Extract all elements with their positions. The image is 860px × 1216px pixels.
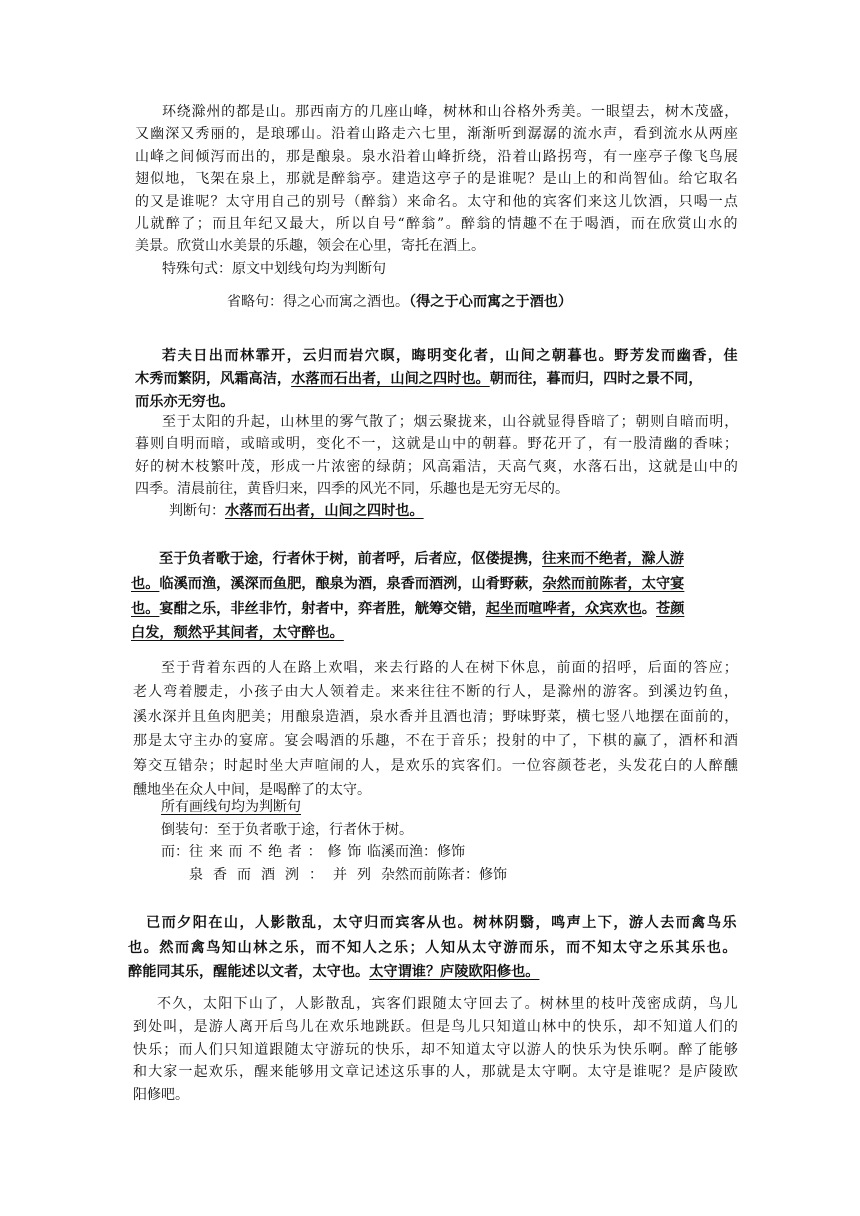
text-line: 又幽深又秀丽的，是琅琊山。沿着山路走六七里，渐渐听到潺潺的流水声，看到流水从两座 xyxy=(135,126,739,143)
text-segment: 朝而往，暮而归，四时之景不同， xyxy=(489,370,703,387)
text-line: 至于太阳的升起，山林里的雾气散了；烟云聚拢来，山谷就显得昏暗了；朝则自暗而明， xyxy=(162,414,739,430)
text-segment: 醉能同其乐，醒能述以文者，太守也。 xyxy=(128,964,370,981)
er-usage-item: 泉香而酒洌：并列 xyxy=(189,866,381,883)
text-line: 好的树木枝繁叶茂，形成一片浓密的绿荫；风高霜洁，天高气爽，水落石出，这就是山中的 xyxy=(135,458,739,475)
text-line: 暮则自明而暗，或暗或明，变化不一，这就是山中的朝暮。野花开了，有一股清幽的香味； xyxy=(135,436,739,453)
underlined-judgment-sentence: 往来而不绝者，滁人游 xyxy=(542,551,684,567)
text-line: 到处叫，是游人离开后鸟儿在欢乐地跳跃。但是鸟儿只知道山林中的快乐，却不知道人们的 xyxy=(133,1018,739,1035)
ellipsis-sentence: 省略句：得之心而寓之酒也。 xyxy=(227,294,409,310)
text-line: 若夫日出而林霏开，云归而岩穴暝，晦明变化者，山间之朝暮也。野芳发而幽香，佳 xyxy=(162,348,739,364)
er-usage-label: 而： xyxy=(161,844,189,861)
text-line: 阳修吧。 xyxy=(133,1087,189,1104)
translation-paragraph-1 xyxy=(135,101,739,280)
original-paragraph-4 xyxy=(128,911,738,985)
underlined-judgment-sentence: 也。 xyxy=(131,575,160,592)
text-line: 至于背着东西的人在路上欢唱，来去行路的人在树下休息，前面的招呼，后面的答应； xyxy=(161,660,739,676)
er-usage-item: 往来而不绝者：修饰 xyxy=(189,844,367,861)
text-line: 和大家一起欢乐，醒来能够用文章记述这乐事的人，那就是太守啊。太守是谁呢？是庐陵欧 xyxy=(133,1064,739,1081)
underlined-judgment-sentence: 也。 xyxy=(131,600,160,617)
text-line: 溪水深并且鱼肉肥美；用酿泉造酒，泉水香并且酒也清；野味野菜，横七竖八地摆在面前的， xyxy=(133,708,739,725)
ellipsis-sentence-full: （得之于心而寓之于酒也） xyxy=(409,294,573,310)
text-line: 的又是谁呢？太守用自己的别号（醉翁）来命名。太守和他的宾客们来这儿饮酒，只喝一点 xyxy=(135,193,739,210)
underlined-judgment-sentence: 水落而石出者，山间之四时也。 xyxy=(225,503,424,519)
text-line: 醺地坐在众人中间，是喝醉了的太守。 xyxy=(133,782,371,799)
text-segment: 宴酣之乐，非丝非竹，射者中，弈者胜，觥筹交错， xyxy=(159,600,486,617)
text-line: 儿就醉了；而且年纪又最大，所以自号“醉翁”。醉翁的情趣不在于喝酒，而在欣赏山水的 xyxy=(135,216,739,233)
text-segment: 木秀而繁阴，风霜高洁， xyxy=(135,370,292,387)
er-usage-item: 临溪而渔：修饰 xyxy=(367,844,465,861)
text-line: 筹交互错杂；时起时坐大声喧闹的人，是欢乐的宾客们。一位容颜苍老，头发花白的人醉醺 xyxy=(133,757,739,774)
text-line: 而乐亦无穷也。 xyxy=(135,393,235,410)
text-line: 四季。清晨前往，黄昏归来，四季的风光不同，乐趣也是无穷无尽的。 xyxy=(135,481,569,498)
text-line: 环绕滁州的都是山。那西南方的几座山峰，树林和山谷格外秀美。一眼望去，树木茂盛， xyxy=(162,104,739,120)
text-line: 也。然而禽鸟知山林之乐，而不知人之乐；人知从太守游而乐，而不知太守之乐其乐也。 xyxy=(128,939,738,956)
text-line: 翅似地，飞架在泉上，那就是醉翁亭。建造这亭子的是谁呢？是山上的和尚智仙。给它取名 xyxy=(135,171,739,188)
translation-paragraph-3 xyxy=(133,656,739,802)
text-segment: 至于负者歌于途，行者休于树，前者呼，后者应，伛偻提携， xyxy=(159,551,543,567)
translation-paragraph-4 xyxy=(133,993,739,1107)
text-line: 不久，太阳下山了，人影散乱，宾客们跟随太守回去了。树林里的枝叶茂密成荫，鸟儿 xyxy=(157,996,739,1012)
text-line: 老人弯着腰走，小孩子由大人领着走。来来往往不断的行人，是滁州的游客。到溪边钓鱼， xyxy=(133,684,739,701)
original-paragraph-3 xyxy=(131,547,684,646)
underlined-judgment-sentence: 白发，颓然乎其间者，太守醉也。 xyxy=(131,625,344,642)
underlined-judgment-sentence: 太守谓谁？庐陵欧阳修也。 xyxy=(369,964,540,981)
original-paragraph-2 xyxy=(135,345,739,413)
all-underlined-note: 所有画线句均为判断句 xyxy=(161,799,301,815)
er-usage-item: 杂然而前陈者：修饰 xyxy=(381,866,507,883)
underlined-judgment-sentence: 苍颜 xyxy=(656,600,685,617)
note-label: 判断句： xyxy=(169,503,225,519)
text-line: 山峰之间倾泻而出的，那是酿泉。泉水沿着山峰折绕，沿着山路拐弯，有一座亭子像飞鸟展 xyxy=(135,148,739,165)
inversion-sentence-note: 倒装句：至于负者歌于途，行者休于树。 xyxy=(161,821,413,838)
translation-paragraph-2 xyxy=(135,411,739,501)
text-line: 美景。欣赏山水美景的乐趣，领会在心里，寄托在酒上。 xyxy=(135,238,485,255)
underlined-judgment-sentence: 杂然而前陈者，太守宴 xyxy=(542,575,685,592)
text-line: 那是太守主办的宴席。宴会喝酒的乐趣，不在于音乐；投射的中了，下棋的赢了，酒杯和酒 xyxy=(133,733,739,750)
text-segment: 临溪而渔，溪深而鱼肥，酿泉为酒，泉香而酒洌，山肴野蔌， xyxy=(159,575,543,592)
underlined-judgment-sentence: 水落而石出者，山间之四时也。 xyxy=(291,370,490,387)
text-segment: 。 xyxy=(641,600,656,617)
special-sentence-note: 特殊句式：原文中划线句均为判断句 xyxy=(162,260,386,277)
judgment-sentence-note xyxy=(169,500,424,523)
grammar-notes-3 xyxy=(161,796,507,886)
underlined-judgment-sentence: 起坐而喧哗者，众宾欢也 xyxy=(485,600,642,617)
text-line: 快乐；而人们只知道跟随太守游玩的快乐，却不知道太守以游人的快乐为快乐啊。醉了能够 xyxy=(133,1041,739,1058)
text-line: 已而夕阳在山，人影散乱，太守归而宾客从也。树林阴翳，鸣声上下，游人去而禽鸟乐 xyxy=(146,915,738,931)
ellipsis-sentence-note xyxy=(227,291,572,314)
